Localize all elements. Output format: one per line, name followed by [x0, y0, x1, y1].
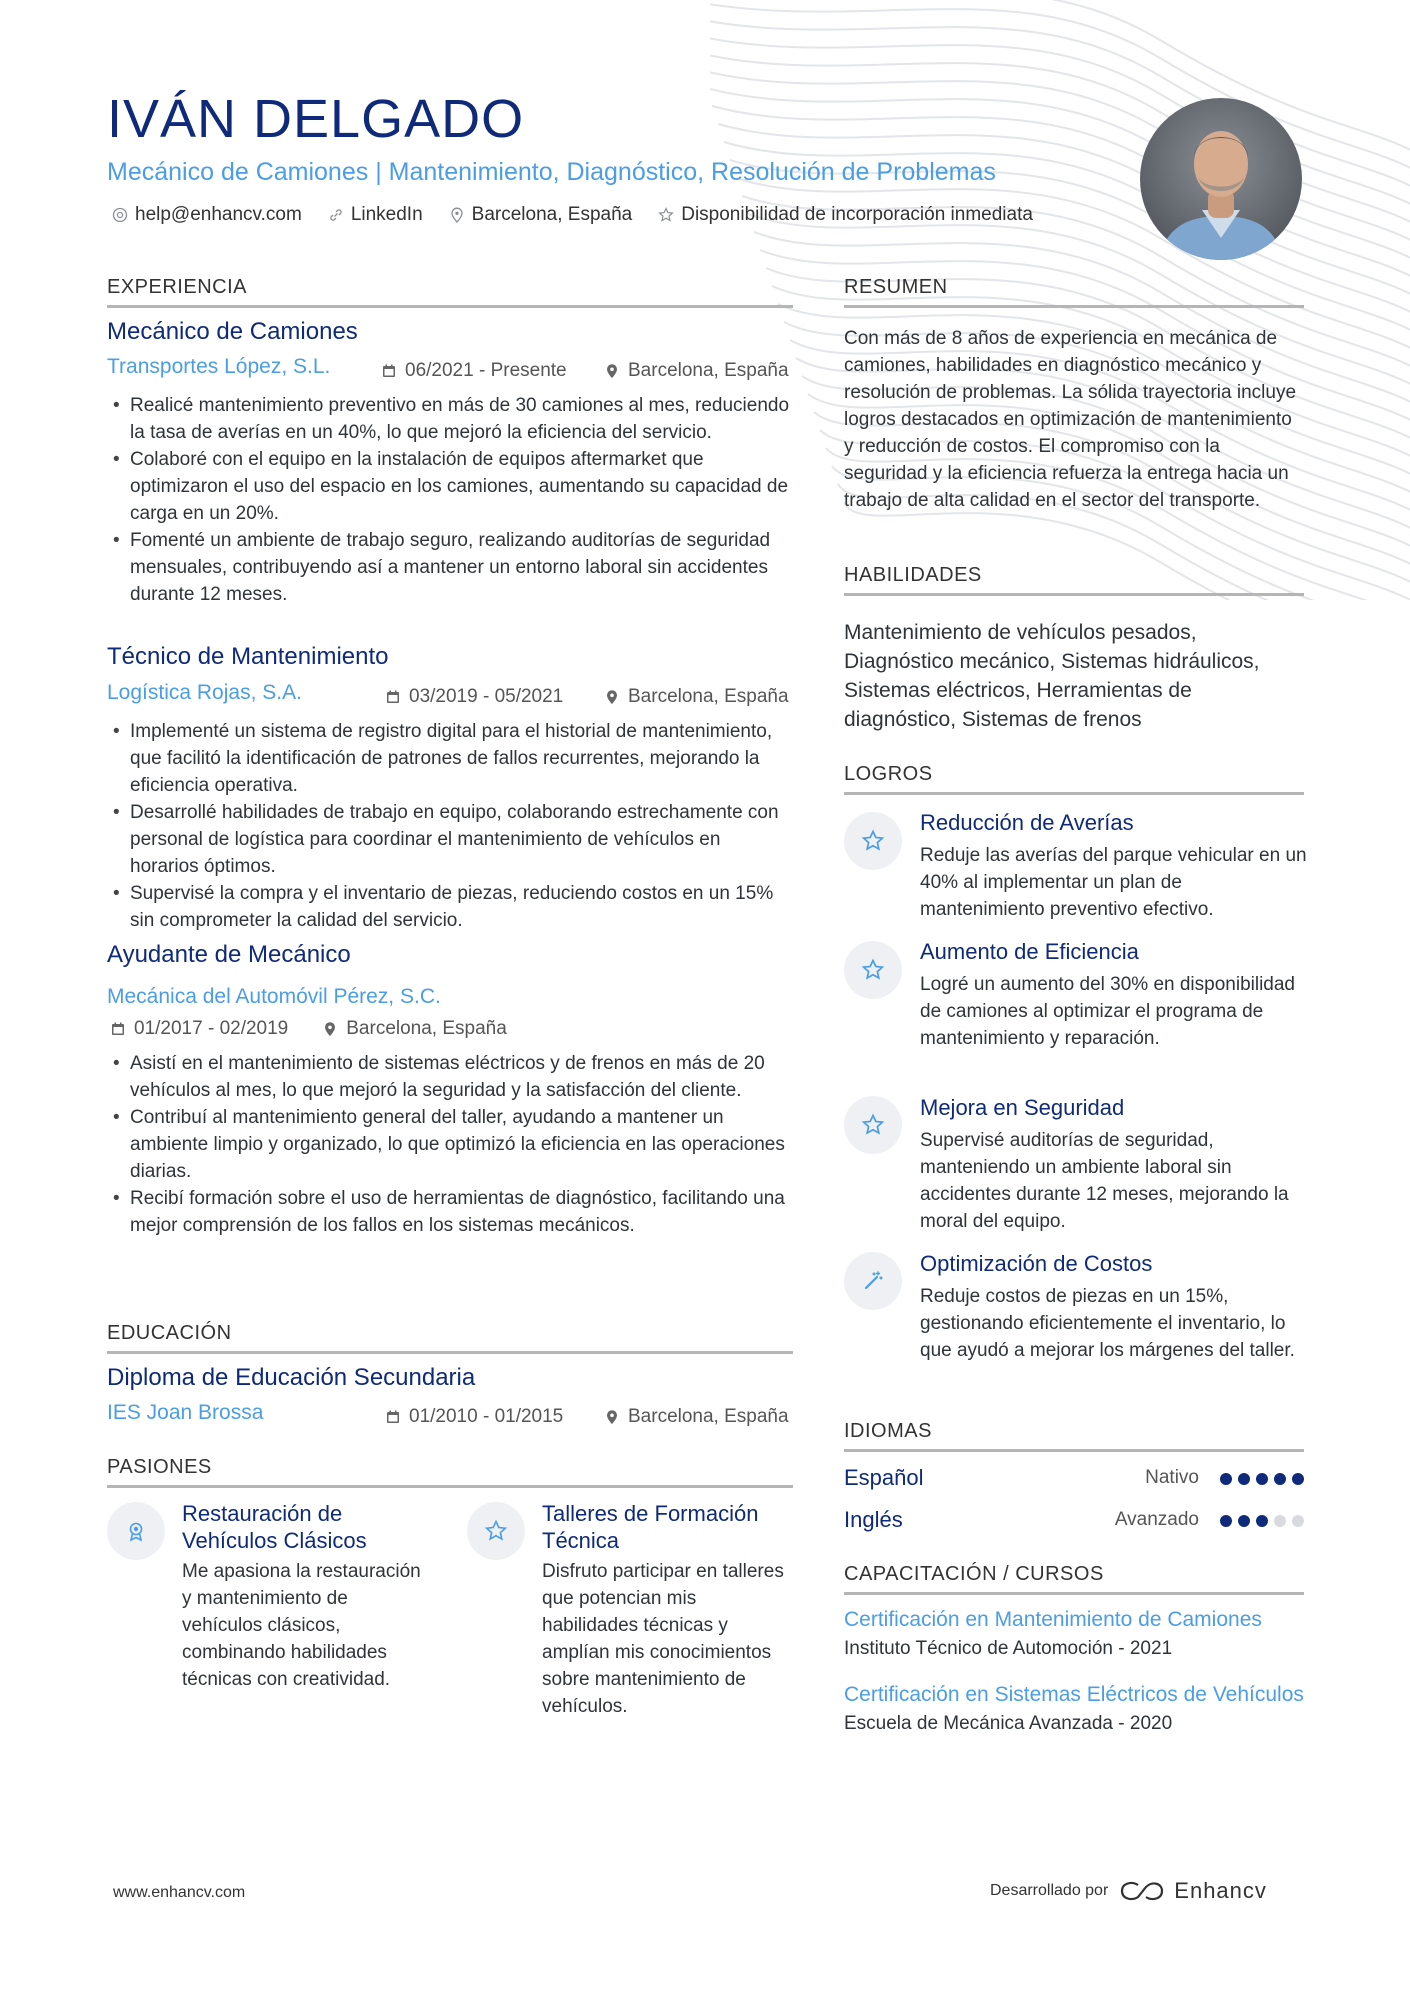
star-icon	[861, 1113, 885, 1137]
wave-line	[710, 0, 1410, 160]
link-icon	[328, 207, 344, 223]
company-name: Logística Rojas, S.A.	[107, 681, 302, 704]
location-text: Barcelona, España	[628, 686, 789, 707]
calendar-icon	[385, 1409, 401, 1425]
list-item: • Asistí en el mantenimiento de sistemas eléctricos y de frenos en más de 20 vehículos al mes, lo que mejoró la seguridad y la satisfacción del cliente.	[107, 1050, 793, 1104]
location-pin-icon	[604, 689, 620, 705]
passion-item-2	[542, 1500, 794, 1720]
list-item: • Realicé mantenimiento preventivo en más de 30 camiones al mes, reduciendo la tasa de averías en un 40%, lo que mejoró la eficiencia del servicio.	[107, 392, 793, 446]
language-dots	[1220, 1515, 1304, 1527]
powered-by-label: Desarrollado por	[990, 1882, 1109, 1899]
contact-linkedin[interactable]	[328, 204, 423, 226]
job-dates	[381, 360, 567, 382]
proficiency-dot	[1220, 1515, 1232, 1527]
proficiency-dot	[1292, 1473, 1304, 1485]
course-subtitle: Instituto Técnico de Automoción - 2021	[844, 1638, 1173, 1659]
star-icon	[484, 1519, 508, 1543]
avatar-portrait	[1140, 98, 1302, 260]
dates-text: 06/2021 - Presente	[405, 360, 567, 381]
list-item: • Recibí formación sobre el uso de herramientas de diagnóstico, facilitando una mejor comprensión de los fallos en los sistemas mecánicos.	[107, 1185, 793, 1239]
education-location	[604, 1406, 789, 1428]
summary-text: Con más de 8 años de experiencia en mecánica de camiones, habilidades en diagnóstico mecánico y resolución de problemas. La sólida trayectoria incluye logros destacados en optimización de mantenimiento y reducción de costos. El compromiso con la seguridad y la eficiencia refuerza la entrega hacia un trabajo de alta calidad en el sector del transporte.	[844, 328, 1297, 511]
star-outline-icon	[658, 207, 674, 223]
section-title-courses: CAPACITACIÓN / CURSOS	[844, 1563, 1304, 1595]
dates-text: 01/2010 - 01/2015	[409, 1406, 564, 1427]
section-title-education: EDUCACIÓN	[107, 1322, 793, 1354]
achievement-item-2	[920, 939, 1310, 1052]
job-location	[604, 360, 789, 382]
proficiency-dot	[1238, 1473, 1250, 1485]
language-row-2	[844, 1507, 1304, 1537]
achievement-title: Reducción de Averías	[920, 810, 1134, 835]
location-pin-icon	[322, 1021, 338, 1037]
location-pin-icon	[449, 207, 465, 223]
location-pin-icon	[604, 1409, 620, 1425]
section-title-passions: PASIONES	[107, 1456, 793, 1488]
experience-item-2	[107, 643, 793, 671]
experience-item-1	[107, 318, 793, 346]
brand-name: Enhancv	[1174, 1878, 1267, 1903]
achievement-text: Reduje costos de piezas en un 15%, gestionando eficientemente el inventario, lo que ayudó a mejorar los márgenes del taller.	[920, 1286, 1295, 1361]
achievement-title: Mejora en Seguridad	[920, 1095, 1125, 1120]
course-item-2	[844, 1681, 1304, 1735]
award-icon	[124, 1519, 148, 1543]
language-row-1	[844, 1465, 1304, 1495]
passion-title: Restauración de Vehículos Clásicos	[182, 1501, 367, 1553]
section-title-languages: IDIOMAS	[844, 1420, 1304, 1452]
list-item: • Desarrollé habilidades de trabajo en equipo, colaborando estrechamente con personal de logística para coordinar el mantenimiento de vehículos en horarios óptimos.	[107, 799, 793, 880]
skills-text: Mantenimiento de vehículos pesados, Diagnóstico mecánico, Sistemas hidráulicos, Sistemas eléctricos, Herramientas de diagnóstico, Sistemas de frenos	[844, 621, 1260, 731]
passion-icon-badge	[107, 1502, 165, 1560]
section-title-skills: HABILIDADES	[844, 564, 1304, 596]
job-bullets	[107, 392, 793, 608]
location-text: Barcelona, España	[628, 360, 789, 381]
proficiency-dot	[1292, 1515, 1304, 1527]
achievement-text: Supervisé auditorías de seguridad, manteniendo un ambiente laboral sin accidentes durante 12 meses, mejorando la moral del equipo.	[920, 1130, 1289, 1232]
linkedin-text: LinkedIn	[350, 204, 423, 225]
email-text: help@enhancv.com	[135, 204, 302, 225]
proficiency-dot	[1256, 1473, 1268, 1485]
proficiency-dot	[1274, 1515, 1286, 1527]
wand-icon	[861, 1269, 885, 1293]
contact-bar	[112, 204, 1033, 226]
calendar-icon	[381, 363, 397, 379]
section-title-summary: RESUMEN	[844, 276, 1304, 308]
passion-title: Talleres de Formación Técnica	[542, 1501, 759, 1553]
education-degree: Diploma de Educación Secundaria	[107, 1364, 476, 1391]
experience-item-3	[107, 941, 793, 969]
wave-line	[712, 106, 1410, 286]
list-item: • Fomenté un ambiente de trabajo seguro, realizando auditorías de seguridad mensuales, contribuyendo así a mantener un entorno laboral sin accidentes durante 12 meses.	[107, 527, 793, 608]
footer-website[interactable]: www.enhancv.com	[113, 1884, 246, 1901]
wave-line	[710, 34, 1410, 214]
achievement-item-1	[920, 810, 1310, 923]
education-dates	[385, 1406, 563, 1428]
list-item: • Implementé un sistema de registro digital para el historial de mantenimiento, que facilitó la identificación de patrones de fallos recurrentes, mejorando la eficiencia operativa.	[107, 718, 793, 799]
achievement-title: Aumento de Eficiencia	[920, 939, 1139, 964]
star-icon	[861, 829, 885, 853]
course-title: Certificación en Mantenimiento de Camiones	[844, 1608, 1262, 1631]
footer-branding	[990, 1878, 1267, 1904]
job-dates	[110, 1018, 507, 1040]
proficiency-dot	[1256, 1515, 1268, 1527]
enhancv-logo-icon	[1118, 1879, 1164, 1903]
achievement-text: Logré un aumento del 30% en disponibilidad de camiones al optimizar el programa de mantenimiento y reparación.	[920, 974, 1295, 1049]
location-text: Barcelona, España	[346, 1018, 507, 1039]
language-dots	[1220, 1473, 1304, 1485]
list-item: • Contribuí al mantenimiento general del taller, ayudando a mantener un ambiente limpio y organizado, lo que optimizó la eficiencia en las operaciones diarias.	[107, 1104, 793, 1185]
job-bullets	[107, 1050, 793, 1239]
section-title-achievements: LOGROS	[844, 763, 1304, 795]
calendar-icon	[385, 689, 401, 705]
achievement-icon-badge	[844, 1096, 902, 1154]
language-name: Inglés	[844, 1507, 903, 1532]
star-icon	[861, 958, 885, 982]
profile-photo	[1140, 98, 1302, 260]
job-bullets	[107, 718, 793, 934]
passion-icon-badge	[467, 1502, 525, 1560]
achievement-icon-badge	[844, 812, 902, 870]
candidate-name: IVÁN DELGADO	[107, 89, 525, 149]
course-subtitle: Escuela de Mecánica Avanzada - 2020	[844, 1713, 1173, 1734]
section-title-experience: EXPERIENCIA	[107, 276, 793, 308]
language-name: Español	[844, 1465, 924, 1490]
language-level: Avanzado	[1114, 1509, 1199, 1530]
calendar-icon	[110, 1021, 126, 1037]
passion-item-1	[182, 1500, 422, 1693]
location-text: Barcelona, España	[628, 1406, 789, 1427]
wave-line	[710, 0, 1410, 178]
contact-email[interactable]	[112, 204, 302, 226]
job-role: Ayudante de Mecánico	[107, 941, 351, 968]
job-company	[107, 355, 330, 379]
job-dates	[385, 686, 563, 708]
job-company	[107, 985, 441, 1009]
dates-text: 01/2017 - 02/2019	[134, 1018, 289, 1039]
proficiency-dot	[1274, 1473, 1286, 1485]
list-item: • Colaboré con el equipo en la instalación de equipos aftermarket que optimizaron el uso del espacio en los camiones, aumentando su capacidad de carga en un 20%.	[107, 446, 793, 527]
availability-text: Disponibilidad de incorporación inmediata	[681, 204, 1033, 225]
location-pin-icon	[604, 363, 620, 379]
achievement-text: Reduje las averías del parque vehicular en un 40% al implementar un plan de mantenimiento preventivo efectivo.	[920, 845, 1307, 920]
company-name: Transportes López, S.L.	[107, 355, 331, 378]
job-role: Mecánico de Camiones	[107, 318, 358, 345]
job-role: Técnico de Mantenimiento	[107, 643, 389, 670]
candidate-headline: Mecánico de Camiones | Mantenimiento, Diagnóstico, Resolución de Problemas	[107, 158, 996, 186]
achievement-item-3	[920, 1095, 1310, 1235]
contact-location	[449, 204, 633, 226]
achievement-icon-badge	[844, 941, 902, 999]
passion-text: Disfruto participar en talleres que potencian mis habilidades técnicas y amplían mis conocimientos sobre mantenimiento de vehículos.	[542, 1561, 784, 1717]
contact-availability	[658, 204, 1033, 226]
course-title: Certificación en Sistemas Eléctricos de Vehículos	[844, 1683, 1304, 1706]
achievement-icon-badge	[844, 1252, 902, 1310]
achievement-item-4	[920, 1251, 1310, 1364]
proficiency-dot	[1220, 1473, 1232, 1485]
dates-text: 03/2019 - 05/2021	[409, 686, 564, 707]
wave-line	[730, 160, 1410, 340]
passion-text: Me apasiona la restauración y mantenimiento de vehículos clásicos, combinando habilidades técnicas con creatividad.	[182, 1561, 421, 1690]
course-item-1	[844, 1606, 1304, 1660]
job-company	[107, 681, 302, 705]
job-location	[604, 686, 789, 708]
achievement-title: Optimización de Costos	[920, 1251, 1153, 1276]
proficiency-dot	[1238, 1515, 1250, 1527]
language-level: Nativo	[1145, 1467, 1199, 1488]
at-icon	[112, 207, 128, 223]
list-item: • Supervisé la compra y el inventario de piezas, reduciendo costos en un 15% sin comprometer la calidad del servicio.	[107, 880, 793, 934]
company-name: Mecánica del Automóvil Pérez, S.C.	[107, 985, 441, 1008]
education-school: IES Joan Brossa	[107, 1401, 264, 1424]
location-text: Barcelona, España	[471, 204, 633, 225]
